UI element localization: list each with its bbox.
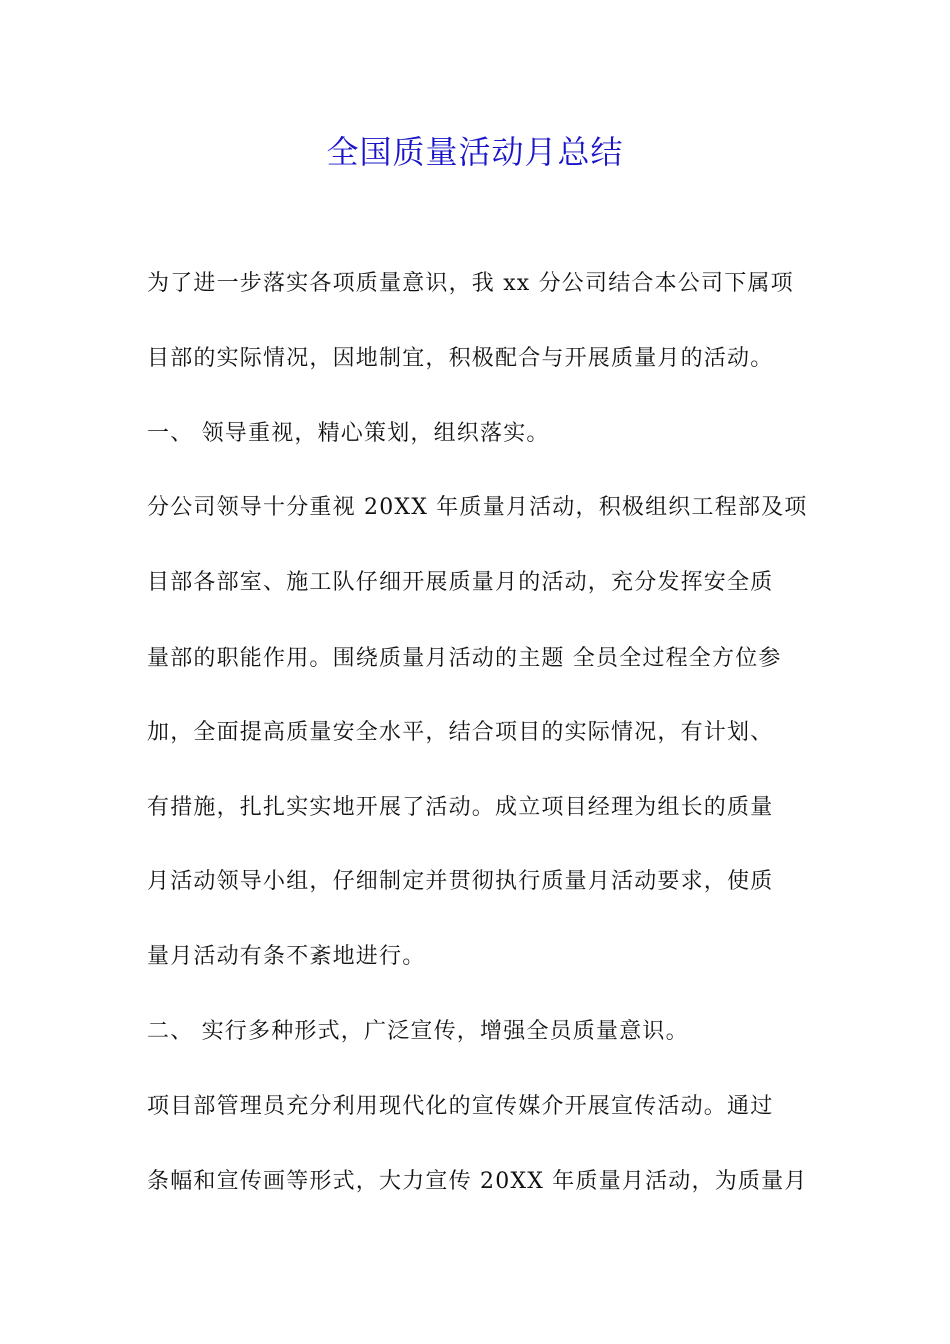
paragraph-line: 为了进一步落实各项质量意识，我 xx 分公司结合本公司下属项: [147, 271, 794, 296]
paragraph-line: 目部各部室、施工队仔细开展质量月的活动，充分发挥安全质: [147, 570, 774, 595]
paragraph-line: 分公司领导十分重视 20XX 年质量月活动，积极组织工程部及项: [147, 495, 808, 520]
paragraph-line: 条幅和宣传画等形式，大力宣传 20XX 年质量月活动，为质量月: [147, 1169, 808, 1194]
paragraph-line: 月活动领导小组，仔细制定并贯彻执行质量月活动要求，使质: [147, 869, 774, 894]
paragraph-line: 加，全面提高质量安全水平，结合项目的实际情况，有计划、: [147, 720, 774, 745]
section-heading-2: 二、 实行多种形式，广泛宣传，增强全员质量意识。: [147, 1019, 689, 1044]
section-heading-1: 一、 领导重视，精心策划，组织落实。: [147, 421, 550, 446]
paragraph-line: 项目部管理员充分利用现代化的宣传媒介开展宣传活动。通过: [147, 1094, 774, 1119]
paragraph-line: 量部的职能作用。围绕质量月活动的主题 全员全过程全方位参: [147, 646, 782, 671]
paragraph-line: 量月活动有条不紊地进行。: [147, 944, 426, 969]
paragraph-line: 目部的实际情况，因地制宜，积极配合与开展质量月的活动。: [147, 346, 774, 371]
document-title: 全国质量活动月总结: [326, 133, 624, 171]
paragraph-line: 有措施，扎扎实实地开展了活动。成立项目经理为组长的质量: [147, 795, 774, 820]
